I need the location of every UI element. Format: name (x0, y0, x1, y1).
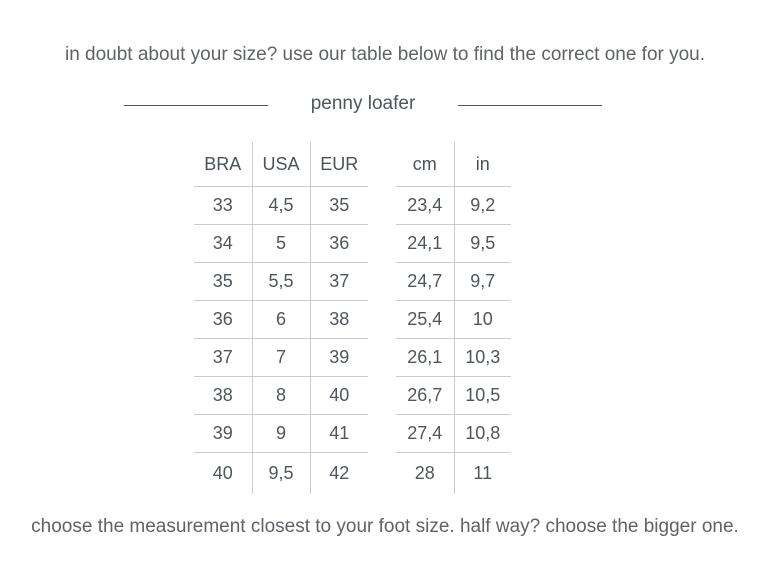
table-row (396, 263, 511, 301)
cell-in: 9,7 (454, 263, 511, 301)
table-row (396, 225, 511, 263)
cell-bra: 35 (194, 263, 252, 301)
cell-cm: 28 (414, 463, 435, 483)
table-row (396, 453, 511, 495)
cell-usa: 7 (252, 339, 310, 377)
cell-bra: 36 (194, 301, 252, 339)
cell-bra: 40 (212, 463, 233, 483)
table-header-row (194, 142, 368, 187)
cell-cm: 26,1 (396, 339, 454, 377)
column-header-eur: EUR (310, 142, 368, 187)
cell-cm: 27,4 (396, 415, 454, 453)
table-row (194, 225, 368, 263)
table-row (396, 301, 511, 339)
size-table-regional (194, 142, 368, 494)
intro-text: in doubt about your size? use our table below to find the correct one for you. (64, 44, 706, 65)
cell-in: 10,8 (454, 415, 511, 453)
table-row (194, 339, 368, 377)
cell-eur: 39 (310, 339, 368, 377)
cell-eur: 42 (310, 453, 368, 495)
cell-cm: 24,1 (396, 225, 454, 263)
product-heading (0, 93, 770, 119)
cell-in: 10 (454, 301, 511, 339)
cell-in: 10,3 (454, 339, 511, 377)
heading-divider-right (458, 105, 602, 106)
column-header-bra: BRA (194, 142, 252, 187)
cell-in: 11 (454, 453, 511, 495)
table-row (396, 187, 511, 225)
column-header-in: in (454, 142, 511, 187)
table-row (194, 187, 368, 225)
size-table-measurement (396, 142, 511, 494)
product-name: penny loafer (310, 93, 416, 114)
column-header-cm: cm (396, 142, 454, 187)
cell-eur: 36 (310, 225, 368, 263)
cell-cm: 24,7 (396, 263, 454, 301)
outro-text: choose the measurement closest to your foot size. half way? choose the bigger one. (31, 516, 739, 537)
cell-bra: 37 (194, 339, 252, 377)
table-row (194, 453, 368, 495)
cell-eur: 35 (310, 187, 368, 225)
cell-usa: 6 (252, 301, 310, 339)
table-row (396, 339, 511, 377)
cell-eur: 38 (310, 301, 368, 339)
cell-usa: 4,5 (252, 187, 310, 225)
table-row (194, 263, 368, 301)
heading-divider-left (124, 105, 268, 106)
table-row (194, 377, 368, 415)
cell-in: 9,2 (454, 187, 511, 225)
cell-cm: 23,4 (396, 187, 454, 225)
cell-eur: 41 (310, 415, 368, 453)
cell-usa: 9 (252, 415, 310, 453)
cell-bra: 33 (194, 187, 252, 225)
cell-usa: 9,5 (252, 453, 310, 495)
cell-usa: 8 (252, 377, 310, 415)
cell-in: 10,5 (454, 377, 511, 415)
table-row (396, 377, 511, 415)
cell-bra: 34 (194, 225, 252, 263)
cell-usa: 5,5 (252, 263, 310, 301)
table-row (194, 415, 368, 453)
cell-usa: 5 (252, 225, 310, 263)
cell-cm: 25,4 (396, 301, 454, 339)
table-row (194, 301, 368, 339)
cell-bra: 38 (194, 377, 252, 415)
table-row (396, 415, 511, 453)
table-header-row (396, 142, 511, 187)
cell-bra: 39 (194, 415, 252, 453)
cell-cm: 26,7 (396, 377, 454, 415)
cell-in: 9,5 (454, 225, 511, 263)
column-header-usa: USA (252, 142, 310, 187)
cell-eur: 40 (310, 377, 368, 415)
cell-eur: 37 (310, 263, 368, 301)
